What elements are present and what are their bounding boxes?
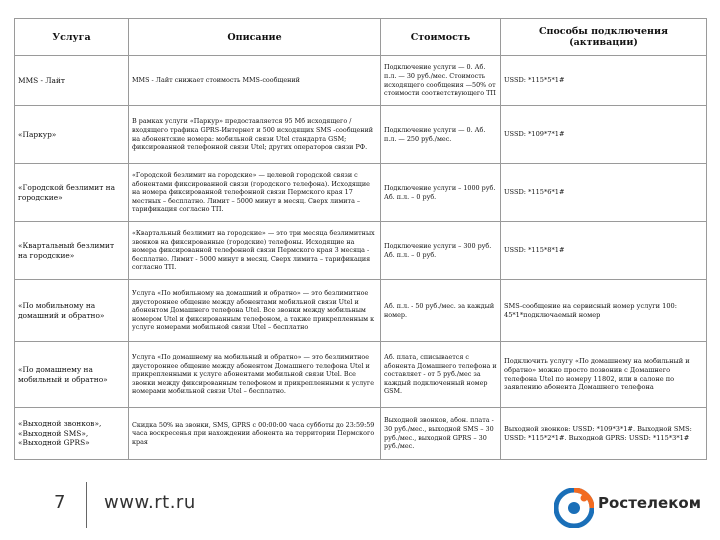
table-row: [15, 342, 707, 408]
service-cost: Подключение услуги — 0. Аб. п.л. — 30 руб./мес. Стоимость исходящего сообщения —50% от стоимости соответствующего ТП: [381, 56, 501, 106]
service-description: «Квартальный безлимит на городские» — это три месяца безлимитных звонков на фиксированные (городские) телефоны. Исходящие на номера фиксированной телефонной связи Пермского края 3 месяца - бесплатно. Лимит - 5000 минут в месяц. Сверх лимита – тарификация согласно ТП.: [129, 222, 381, 280]
table-row: [15, 56, 707, 106]
service-activation: SMS-сообщение на сервисный номер услуги 100: 45*1*подключаемый номер: [501, 280, 707, 342]
service-name: «Выходной звонков», «Выходной SMS», «Выходной GPRS»: [15, 408, 129, 460]
service-name: «По мобильному на домашний и обратно»: [15, 280, 129, 342]
service-description: MMS - Лайт снижает стоимость MMS-сообщений: [129, 56, 381, 106]
table-row: [15, 106, 707, 164]
table-row: [15, 280, 707, 342]
service-cost: Аб. п.л. - 50 руб./мес. за каждый номер.: [381, 280, 501, 342]
table-header-row: [15, 19, 707, 56]
slide-footer: [0, 470, 720, 540]
service-description: Скидка 50% на звонки, SMS, GPRS с 00:00:00 часа субботы до 23:59:59 часа воскресенья при нахождении абонента на территории Пермского края: [129, 408, 381, 460]
services-table: [14, 18, 707, 460]
service-cost: Подключение услуги – 300 руб. Аб. п.л. – 0 руб.: [381, 222, 501, 280]
service-name: «Паркур»: [15, 106, 129, 164]
service-description: Услуга «По домашнему на мобильный и обратно» — это безлимитное двустороннее общение между абонентом Домашнего телефона Utel и прикрепленными к услуге абонентами мобильной связи Utel. Все звонки между фиксированным телефоном и прикрепленными к услуге номерами мобильной связи Utel – бесплатно.: [129, 342, 381, 408]
service-name: «По домашнему на мобильный и обратно»: [15, 342, 129, 408]
header-activation: Способы подключения (активации): [501, 19, 707, 56]
tariff-options-table-container: [14, 18, 706, 460]
table-row: [15, 164, 707, 222]
service-cost: Выходной звонков, абон. плата - 30 руб./мес., выходной SMS – 30 руб./мес., выходной GPRS – 30 руб./мес.: [381, 408, 501, 460]
table-row: [15, 408, 707, 460]
service-activation: USSD: *115*6*1#: [501, 164, 707, 222]
service-activation: USSD: *115*8*1#: [501, 222, 707, 280]
table-row: [15, 222, 707, 280]
brand-name: Ростелеком: [598, 494, 701, 512]
service-activation: USSD: *109*7*1#: [501, 106, 707, 164]
page-number: 7: [54, 492, 66, 513]
service-description: В рамках услуги «Паркур» предоставляется 95 Мб исходящего / входящего трафика GPRS-Интернет и 500 исходящих SMS -сообщений на абонентские номера: мобильной связи Utel стандарта GSM; фиксированной телефонной связи Utel; других операторов связи РФ.: [129, 106, 381, 164]
header-service: Услуга: [15, 19, 129, 56]
service-activation: Подключить услугу «По домашнему на мобильный и обратно» можно просто позвонив с Домашнего телефона Utel по номеру 11802, или в салоне по заявлению абонента Домашнего телефона: [501, 342, 707, 408]
footer-url[interactable]: www.rt.ru: [104, 492, 196, 513]
service-name: MMS - Лайт: [15, 56, 129, 106]
service-cost: Подключение услуги — 0. Аб. п.л. — 250 руб./мес.: [381, 106, 501, 164]
service-cost: Подключение услуги – 1000 руб. Аб. п.л. – 0 руб.: [381, 164, 501, 222]
footer-divider: [86, 482, 87, 528]
service-description: «Городской безлимит на городские» — целевой городской связи с абонентами фиксированной связи (городского телефона). Исходящие на номера фиксированной телефонной связи Пермского края 17 местных – бесплатно. Лимит – 5000 минут в месяц. Сверх лимита – тарификация согласно ТП.: [129, 164, 381, 222]
service-activation: USSD: *115*5*1#: [501, 56, 707, 106]
service-activation: Выходной звонков: USSD: *109*3*1#. Выходной SMS: USSD: *115*2*1#. Выходной GPRS: USSD: *115*3*1#: [501, 408, 707, 460]
header-description: Описание: [129, 19, 381, 56]
header-cost: Стоимость: [381, 19, 501, 56]
rostelecom-emblem-icon: [554, 488, 594, 528]
service-name: «Городской безлимит на городские»: [15, 164, 129, 222]
service-name: «Квартальный безлимит на городские»: [15, 222, 129, 280]
service-description: Услуга «По мобильному на домашний и обратно» — это безлимитное двустороннее общение между абонентами мобильной связи Utel и абонентом Домашнего телефона Utel. Все звонки между мобильным номером Utel и фиксированным телефоном, а также прикрепленным к услуге номерами мобильной связи Utel – бесплатно: [129, 280, 381, 342]
service-cost: Аб. плата, списывается с абонента Домашнего телефона и составляет - от 5 руб./мес за каждый подключенный номер GSM.: [381, 342, 501, 408]
rostelecom-logo: [554, 488, 714, 528]
